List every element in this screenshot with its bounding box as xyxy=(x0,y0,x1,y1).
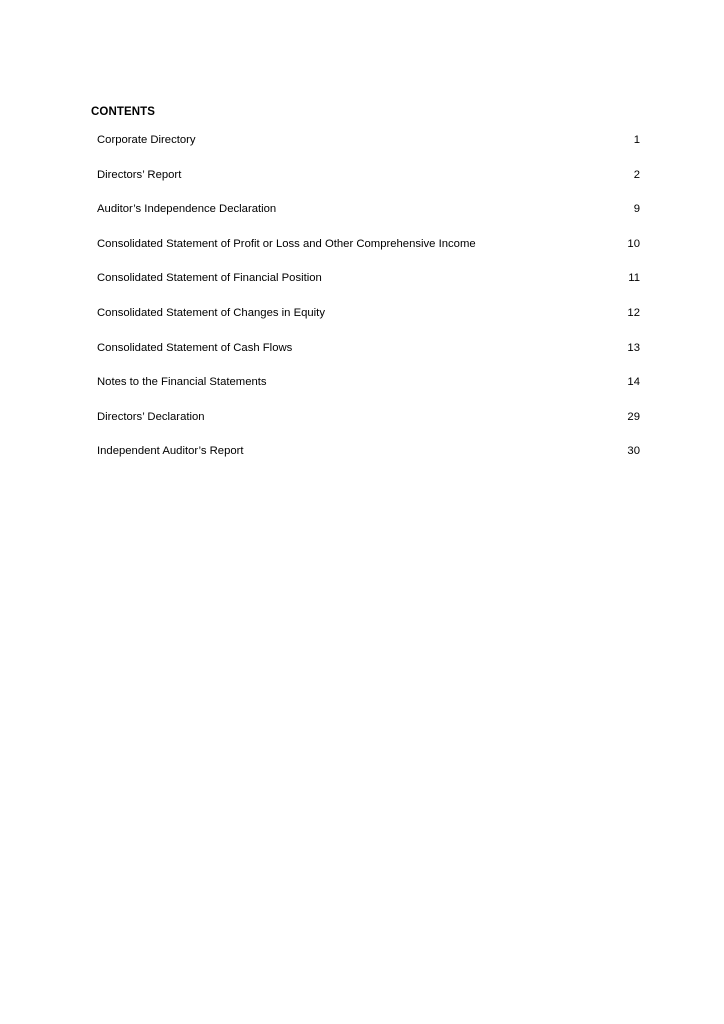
toc-entry-statement-of-cash-flows xyxy=(97,341,640,376)
toc-entry-page-number: 29 xyxy=(627,410,640,423)
toc-entry-page-number: 1 xyxy=(633,134,640,146)
toc-entry-title: Consolidated Statement of Cash Flows xyxy=(97,341,293,354)
toc-entry-page-number: 12 xyxy=(627,306,640,319)
toc-entry-page-number: 11 xyxy=(628,272,640,285)
toc-entry-independent-auditors-report xyxy=(97,444,640,479)
toc-entry-directors-report xyxy=(97,168,640,203)
toc-entry-corporate-directory xyxy=(97,133,640,168)
toc-entry-auditors-independence-declaration xyxy=(97,202,640,237)
toc-entry-statement-of-financial-position xyxy=(97,271,640,306)
toc-entry-title: Consolidated Statement of Changes in Equity xyxy=(97,306,325,319)
toc-entry-statement-of-profit-or-loss xyxy=(97,237,640,272)
toc-entry-title: Auditor’s Independence Declaration xyxy=(97,203,277,216)
toc-entry-page-number: 2 xyxy=(633,168,640,181)
toc-entry-statement-of-changes-in-equity xyxy=(97,306,640,341)
toc-entry-title: Notes to the Financial Statements xyxy=(97,376,267,389)
toc-entry-title: Directors’ Report xyxy=(97,168,182,181)
table-of-contents xyxy=(97,133,640,479)
toc-entry-notes-to-financial-statements xyxy=(97,375,640,410)
toc-entry-page-number: 13 xyxy=(627,341,640,354)
toc-entry-page-number: 9 xyxy=(633,203,640,216)
toc-entry-page-number: 30 xyxy=(627,445,640,458)
toc-entry-page-number: 10 xyxy=(627,237,640,250)
toc-entry-title: Directors’ Declaration xyxy=(97,410,205,423)
toc-entry-page-number: 14 xyxy=(627,376,640,389)
contents-heading: CONTENTS xyxy=(91,106,156,118)
toc-entry-directors-declaration xyxy=(97,410,640,445)
toc-entry-title: Consolidated Statement of Financial Position xyxy=(97,272,322,285)
toc-entry-title: Corporate Directory xyxy=(97,134,196,146)
toc-entry-title: Consolidated Statement of Profit or Loss and Other Comprehensive Income xyxy=(97,237,476,250)
toc-entry-title: Independent Auditor’s Report xyxy=(97,445,244,458)
